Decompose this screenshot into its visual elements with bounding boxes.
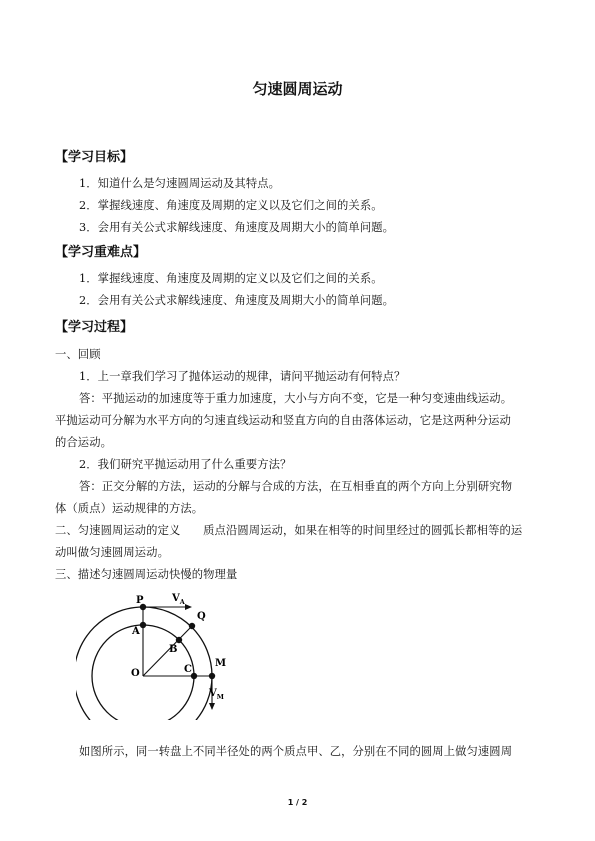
label-M: M (215, 658, 227, 669)
section-process: 【学习过程】 (55, 320, 134, 335)
quantities-heading: 三、描述匀速圆周运动快慢的物理量 (55, 568, 238, 581)
velocity-arrowhead-VA (185, 604, 192, 610)
question-1: 1．上一章我们学习了抛体运动的规律，请问平抛运动有何特点？ (79, 370, 406, 383)
point-M (209, 673, 215, 679)
page-title: 匀速圆周运动 (252, 80, 343, 98)
point-B (176, 637, 182, 643)
definition-line-2: 动叫做匀速圆周运动。 (55, 546, 169, 559)
key-point-item-2: 2．会用有关公式求解线速度、角速度及周期大小的简单问题。 (79, 294, 395, 307)
review-heading: 一、回顾 (55, 348, 101, 361)
label-C: C (184, 664, 192, 675)
figure-caption: 如图所示，同一转盘上不同半径处的两个质点甲、乙，分别在不同的圆周上做匀速圆周 (79, 745, 513, 758)
label-O: O (131, 668, 140, 679)
objective-item-3: 3．会用有关公式求解线速度、角速度及周期大小的简单问题。 (79, 221, 395, 234)
answer-2-line-2: 体（质点）运动规律的方法。 (55, 502, 204, 515)
answer-1-line-2: 平抛运动可分解为水平方向的匀速直线运动和竖直方向的自由落体运动，它是这两种分运动 (55, 414, 511, 427)
label-VA: $V_A$ (172, 593, 185, 606)
answer-1-line-1: 答：平抛运动的加速度等于重力加速度，大小与方向不变，它是一种匀变速曲线运动。 (79, 392, 513, 405)
section-key-points: 【学习重难点】 (55, 245, 147, 260)
point-A (140, 622, 146, 628)
label-VM: $V_M$ (209, 688, 224, 701)
velocity-arrowhead-VM (209, 703, 215, 710)
answer-1-line-3: 的合运动。 (55, 436, 112, 449)
section-objectives: 【学习目标】 (55, 150, 134, 165)
objective-item-2: 2．掌握线速度、角速度及周期的定义以及它们之间的关系。 (79, 199, 383, 212)
point-Q (189, 623, 195, 629)
page-number: 1 / 2 (287, 798, 308, 807)
label-Q: Q (197, 611, 206, 622)
objective-item-1: 1．知道什么是匀速圆周运动及其特点。 (79, 177, 281, 190)
answer-2-line-1: 答：正交分解的方法，运动的分解与合成的方法，在互相垂直的两个方向上分别研究物 (79, 480, 513, 493)
label-A: A (132, 626, 140, 637)
circular-motion-diagram (76, 586, 256, 720)
question-2: 2．我们研究平抛运动用了什么重要方法？ (79, 458, 292, 471)
label-B: B (169, 644, 178, 655)
definition-line-1: 二、匀速圆周运动的定义 质点沿圆周运动，如果在相等的时间里经过的圆弧长都相等的运 (55, 524, 523, 537)
label-P: P (136, 595, 144, 606)
key-point-item-1: 1．掌握线速度、角速度及周期的定义以及它们之间的关系。 (79, 272, 383, 285)
